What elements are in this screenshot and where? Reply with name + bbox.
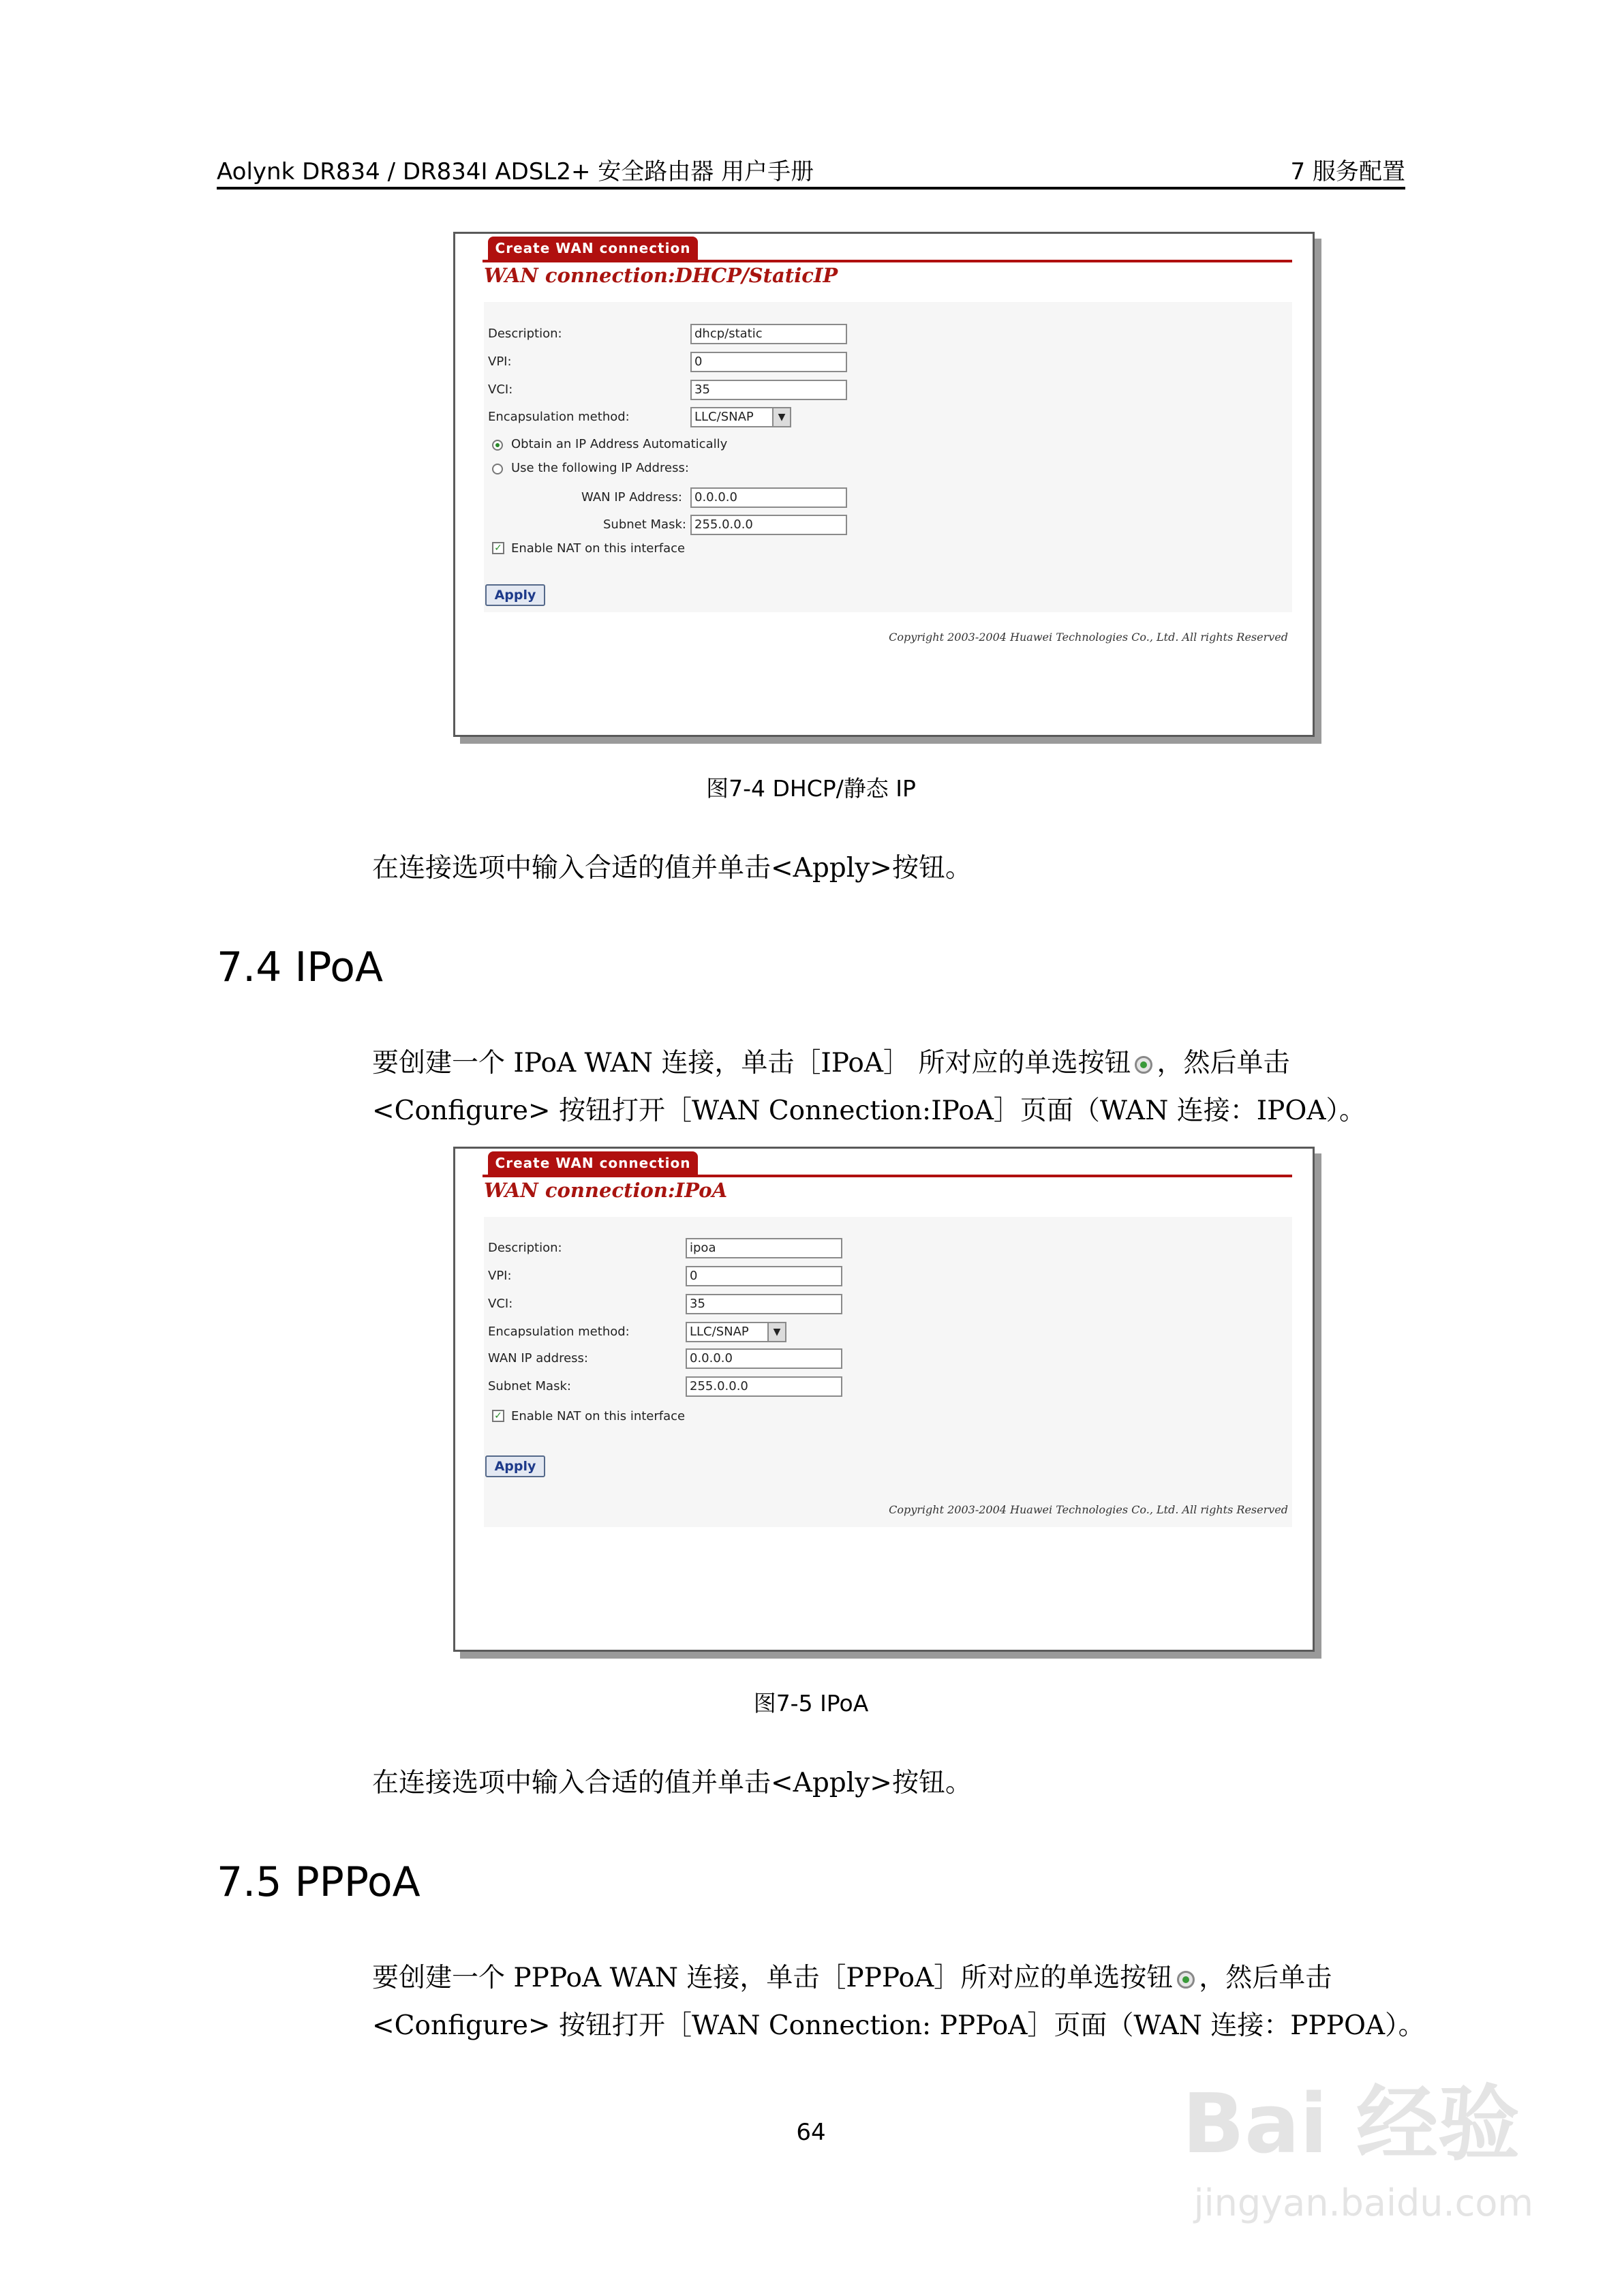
paragraph-apply-instruction: 在连接选项中输入合适的值并单击<Apply>按钮。 <box>372 853 972 883</box>
tab-underline <box>483 1175 1292 1177</box>
description-label: Description: <box>488 327 562 341</box>
tab-create-wan-connection[interactable]: Create WAN connection <box>488 237 698 260</box>
description-input[interactable]: dhcp/static <box>690 324 847 344</box>
vci-label: VCI: <box>488 382 513 397</box>
copyright-text: Copyright 2003-2004 Huawei Technologies Co., Ltd. All rights Reserved <box>889 1503 1288 1516</box>
vci-label: VCI: <box>488 1297 513 1311</box>
section-paragraph-line: <Configure> 按钮打开［WAN Connection:IPoA］页面（WAN 连接：IPOA）。 <box>372 1096 1366 1126</box>
vpi-label: VPI: <box>488 1269 512 1283</box>
encapsulation-value: LLC/SNAP <box>690 1325 749 1339</box>
subnet-mask-label: Subnet Mask: <box>603 517 686 532</box>
form-panel <box>484 302 1292 612</box>
paragraph-text: ，然后单击 <box>1157 1048 1290 1078</box>
tab-underline <box>483 260 1292 262</box>
section-paragraph-line <box>372 1042 1289 1080</box>
wan-ip-input[interactable]: 0.0.0.0 <box>686 1348 842 1369</box>
encapsulation-label: Encapsulation method: <box>488 1325 630 1339</box>
form-panel <box>484 1217 1292 1527</box>
encapsulation-label: Encapsulation method: <box>488 410 630 424</box>
tab-create-wan-connection[interactable]: Create WAN connection <box>488 1151 698 1175</box>
radio-button-icon <box>1135 1056 1152 1074</box>
wan-ip-input[interactable]: 0.0.0.0 <box>690 487 847 508</box>
subnet-mask-label: Subnet Mask: <box>488 1379 571 1393</box>
radio-use-following-ip-label: Use the following IP Address: <box>511 461 689 475</box>
encapsulation-select[interactable] <box>686 1322 786 1342</box>
nat-label: Enable NAT on this interface <box>511 541 686 556</box>
vci-input[interactable]: 35 <box>690 380 847 400</box>
radio-button-icon <box>1177 1971 1195 1989</box>
nat-checkbox[interactable]: ✓ <box>492 1410 504 1422</box>
nat-checkbox[interactable]: ✓ <box>492 542 504 554</box>
vci-input[interactable]: 35 <box>686 1294 842 1314</box>
section-paragraph-line <box>372 1957 1332 1995</box>
paragraph-text: 要创建一个 PPPoA WAN 连接，单击［PPPoA］所对应的单选按钮 <box>372 1963 1174 1993</box>
figure-caption: 图7-4 DHCP/静态 IP <box>706 775 916 802</box>
radio-obtain-automatically-label: Obtain an IP Address Automatically <box>511 437 728 451</box>
vpi-input[interactable]: 0 <box>690 352 847 372</box>
subnet-mask-input[interactable]: 255.0.0.0 <box>686 1376 842 1397</box>
description-input[interactable]: ipoa <box>686 1238 842 1258</box>
apply-button[interactable]: Apply <box>485 1455 545 1477</box>
header-rule <box>217 187 1405 190</box>
section-heading: 7.4 IPoA <box>217 943 383 991</box>
figure-caption: 图7-5 IPoA <box>753 1690 869 1717</box>
screenshot-dhcp-static <box>453 232 1315 737</box>
section-heading: 7.5 PPPoA <box>217 1858 420 1906</box>
apply-button[interactable]: Apply <box>485 584 545 606</box>
watermark-url: jingyan.baidu.com <box>1193 2181 1533 2224</box>
radio-obtain-automatically[interactable] <box>492 440 503 451</box>
document-header-title: Aolynk DR834 / DR834I ADSL2+ 安全路由器 用户手册 <box>217 158 814 185</box>
encapsulation-value: LLC/SNAP <box>694 410 754 424</box>
subnet-mask-input[interactable]: 255.0.0.0 <box>690 515 847 535</box>
radio-use-following-ip[interactable] <box>492 464 503 474</box>
paragraph-apply-instruction: 在连接选项中输入合适的值并单击<Apply>按钮。 <box>372 1768 972 1798</box>
chevron-down-icon[interactable]: ▼ <box>772 408 790 426</box>
watermark-logo: Bai 经验 <box>1182 2077 1520 2172</box>
vpi-label: VPI: <box>488 354 512 369</box>
wan-connection-title: WAN connection:DHCP/StaticIP <box>484 264 838 287</box>
wan-connection-title: WAN connection:IPoA <box>484 1179 728 1202</box>
wan-ip-label: WAN IP address: <box>488 1351 588 1365</box>
vpi-input[interactable]: 0 <box>686 1266 842 1286</box>
encapsulation-select[interactable] <box>690 407 791 427</box>
paragraph-text: ，然后单击 <box>1199 1963 1332 1993</box>
section-paragraph-line: <Configure> 按钮打开［WAN Connection: PPPoA］页面（WAN 连接：PPPOA）。 <box>372 2010 1425 2041</box>
nat-label: Enable NAT on this interface <box>511 1409 686 1423</box>
wan-ip-label: WAN IP Address: <box>581 490 682 504</box>
paragraph-text: 要创建一个 IPoA WAN 连接，单击［IPoA］ 所对应的单选按钮 <box>372 1048 1131 1078</box>
chevron-down-icon[interactable]: ▼ <box>767 1323 785 1341</box>
copyright-text: Copyright 2003-2004 Huawei Technologies Co., Ltd. All rights Reserved <box>889 631 1288 644</box>
page-number: 64 <box>796 2119 826 2146</box>
document-header-chapter: 7 服务配置 <box>1290 158 1405 185</box>
screenshot-ipoa <box>453 1147 1315 1652</box>
description-label: Description: <box>488 1241 562 1255</box>
